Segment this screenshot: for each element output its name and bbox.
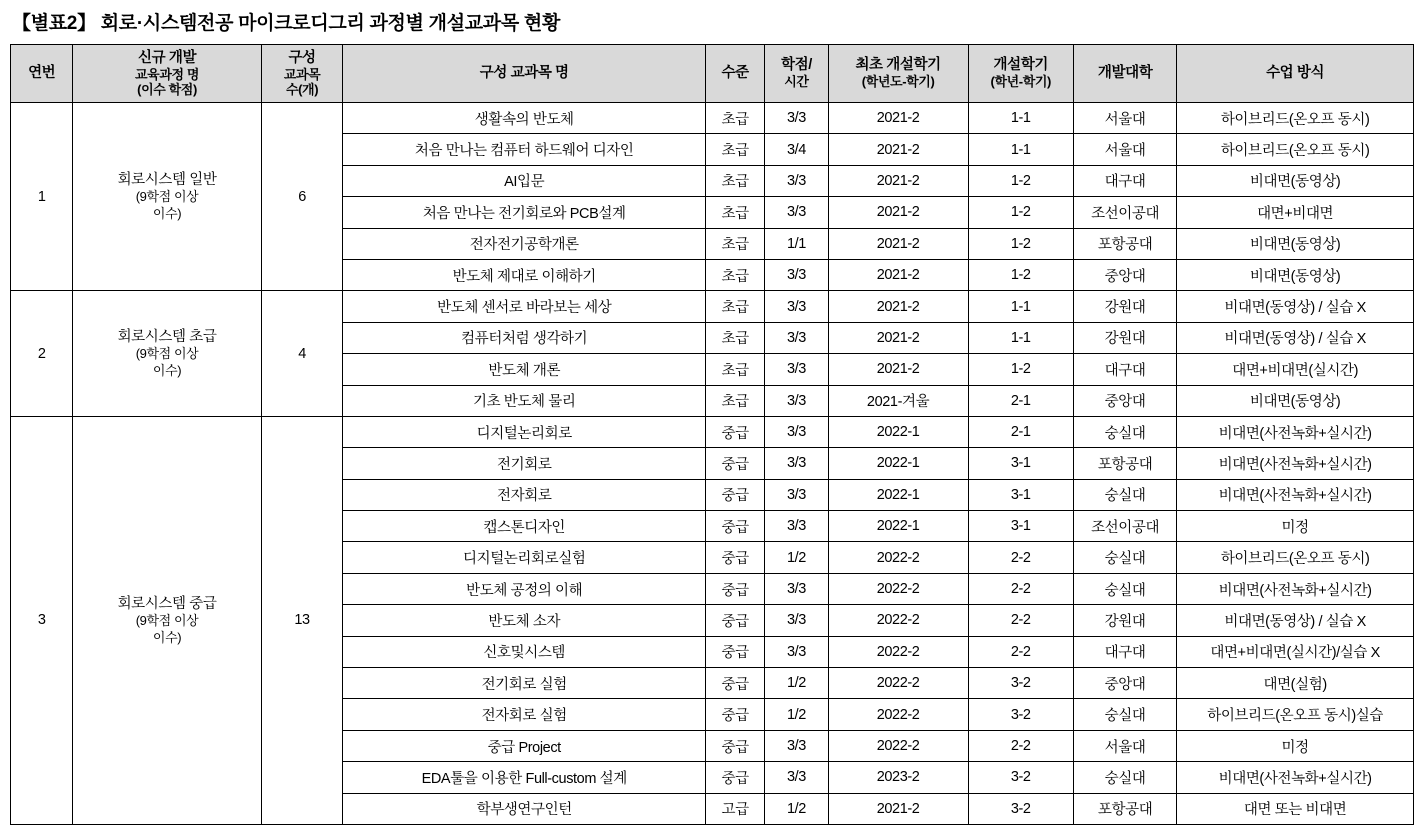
cell-first-semester: 2021-2 xyxy=(828,259,968,290)
cell-program xyxy=(73,416,261,824)
column-header-count-line2: 교과목 xyxy=(283,66,321,82)
cell-mode: 하이브리드(온오프 동시)실습 xyxy=(1177,699,1414,730)
cell-first-semester: 2022-2 xyxy=(828,699,968,730)
table-header-row xyxy=(11,45,1414,103)
cell-first-semester: 2022-1 xyxy=(828,448,968,479)
cell-level: 초급 xyxy=(706,165,765,196)
cell-level: 중급 xyxy=(706,668,765,699)
cell-level: 초급 xyxy=(706,134,765,165)
column-header-program-line2: 교육과정 명 xyxy=(135,66,200,82)
cell-course-name: 전자회로 xyxy=(343,479,706,510)
cell-first-semester: 2021-2 xyxy=(828,322,968,353)
program-credit-line1: (9학점 이상 xyxy=(135,613,199,629)
cell-university: 대구대 xyxy=(1073,354,1176,385)
cell-mode: 비대면(동영상) / 실습 X xyxy=(1177,605,1414,636)
cell-semester: 1-1 xyxy=(968,134,1073,165)
cell-mode: 대면+비대면(실시간)/실습 X xyxy=(1177,636,1414,667)
cell-university: 숭실대 xyxy=(1073,762,1176,793)
program-credit-line2: 이수) xyxy=(152,629,182,645)
cell-credit: 3/3 xyxy=(765,730,828,761)
cell-level: 초급 xyxy=(706,228,765,259)
cell-level: 초급 xyxy=(706,259,765,290)
cell-university: 숭실대 xyxy=(1073,416,1176,447)
cell-level: 초급 xyxy=(706,354,765,385)
cell-university: 숭실대 xyxy=(1073,542,1176,573)
cell-course-name: 처음 만나는 컴퓨터 하드웨어 디자인 xyxy=(343,134,706,165)
cell-semester: 2-1 xyxy=(968,416,1073,447)
column-header-first-line2: (학년도-학기) xyxy=(861,74,935,90)
cell-semester: 3-2 xyxy=(968,699,1073,730)
cell-credit: 3/3 xyxy=(765,197,828,228)
cell-first-semester: 2023-2 xyxy=(828,762,968,793)
cell-course-name: AI입문 xyxy=(343,165,706,196)
cell-credit: 3/3 xyxy=(765,448,828,479)
cell-course-name: 디지털논리회로 xyxy=(343,416,706,447)
cell-semester: 3-2 xyxy=(968,762,1073,793)
cell-credit: 3/3 xyxy=(765,354,828,385)
cell-semester: 2-2 xyxy=(968,730,1073,761)
cell-mode: 비대면(동영상) / 실습 X xyxy=(1177,322,1414,353)
column-header-program-line1: 신규 개발 xyxy=(138,49,197,66)
cell-university: 강원대 xyxy=(1073,322,1176,353)
cell-credit: 3/3 xyxy=(765,605,828,636)
cell-mode: 비대면(사전녹화+실시간) xyxy=(1177,416,1414,447)
cell-university: 강원대 xyxy=(1073,605,1176,636)
cell-first-semester: 2021-2 xyxy=(828,228,968,259)
cell-university: 조선이공대 xyxy=(1073,197,1176,228)
cell-semester: 2-2 xyxy=(968,636,1073,667)
program-credit-line1: (9학점 이상 xyxy=(135,346,199,362)
cell-semester: 2-2 xyxy=(968,542,1073,573)
program-name: 회로시스템 초급 xyxy=(117,329,217,346)
cell-level: 중급 xyxy=(706,573,765,604)
column-header-course-name: 구성 교과목 명 xyxy=(343,45,706,103)
column-header-mode: 수업 방식 xyxy=(1177,45,1414,103)
cell-semester: 1-2 xyxy=(968,228,1073,259)
cell-credit: 3/3 xyxy=(765,291,828,322)
cell-credit: 3/3 xyxy=(765,385,828,416)
cell-credit: 3/3 xyxy=(765,511,828,542)
cell-mode: 비대면(동영상) xyxy=(1177,165,1414,196)
cell-course-name: 학부생연구인턴 xyxy=(343,793,706,824)
cell-semester: 3-2 xyxy=(968,793,1073,824)
cell-course-name: 전기회로 실험 xyxy=(343,668,706,699)
column-header-credit-line1: 학점/ xyxy=(781,57,812,74)
column-header-count-line3: 수(개) xyxy=(285,82,319,98)
cell-credit: 3/3 xyxy=(765,416,828,447)
column-header-level: 수준 xyxy=(706,45,765,103)
cell-mode: 비대면(동영상) xyxy=(1177,228,1414,259)
cell-semester: 3-1 xyxy=(968,448,1073,479)
cell-first-semester: 2022-2 xyxy=(828,636,968,667)
cell-university: 중앙대 xyxy=(1073,668,1176,699)
cell-university: 숭실대 xyxy=(1073,573,1176,604)
cell-first-semester: 2022-2 xyxy=(828,668,968,699)
cell-university: 포항공대 xyxy=(1073,228,1176,259)
column-header-credit-line2: 시간 xyxy=(784,74,809,90)
cell-course-name: EDA툴을 이용한 Full-custom 설계 xyxy=(343,762,706,793)
cell-first-semester: 2021-2 xyxy=(828,793,968,824)
cell-semester: 1-1 xyxy=(968,103,1073,134)
table-header xyxy=(11,45,1414,103)
cell-first-semester: 2022-1 xyxy=(828,479,968,510)
cell-semester: 1-1 xyxy=(968,291,1073,322)
page-title: 【별표2】 회로·시스템전공 마이크로디그리 과정별 개설교과목 현황 xyxy=(12,13,560,34)
cell-level: 중급 xyxy=(706,730,765,761)
cell-course-name: 전자회로 실험 xyxy=(343,699,706,730)
cell-first-semester: 2021-2 xyxy=(828,134,968,165)
cell-level: 중급 xyxy=(706,542,765,573)
cell-credit: 3/3 xyxy=(765,573,828,604)
cell-university: 포항공대 xyxy=(1073,793,1176,824)
column-header-first-line1: 최초 개설학기 xyxy=(855,57,941,74)
cell-credit: 1/2 xyxy=(765,668,828,699)
cell-mode: 대면+비대면 xyxy=(1177,197,1414,228)
cell-credit: 1/2 xyxy=(765,793,828,824)
cell-seq: 1 xyxy=(11,103,73,291)
cell-mode: 비대면(동영상) / 실습 X xyxy=(1177,291,1414,322)
cell-first-semester: 2022-1 xyxy=(828,511,968,542)
cell-level: 초급 xyxy=(706,322,765,353)
cell-first-semester: 2021-2 xyxy=(828,197,968,228)
cell-university: 중앙대 xyxy=(1073,385,1176,416)
cell-level: 초급 xyxy=(706,385,765,416)
cell-semester: 3-2 xyxy=(968,668,1073,699)
cell-mode: 비대면(동영상) xyxy=(1177,385,1414,416)
cell-university: 서울대 xyxy=(1073,730,1176,761)
cell-course-name: 신호및시스템 xyxy=(343,636,706,667)
cell-mode: 비대면(사전녹화+실시간) xyxy=(1177,573,1414,604)
cell-university: 포항공대 xyxy=(1073,448,1176,479)
cell-level: 중급 xyxy=(706,605,765,636)
course-table xyxy=(10,44,1414,825)
table-row xyxy=(11,416,1414,447)
cell-semester: 1-2 xyxy=(968,197,1073,228)
cell-mode: 대면(실험) xyxy=(1177,668,1414,699)
cell-mode: 비대면(사전녹화+실시간) xyxy=(1177,479,1414,510)
table-row xyxy=(11,291,1414,322)
cell-credit: 1/2 xyxy=(765,542,828,573)
cell-credit: 1/2 xyxy=(765,699,828,730)
cell-first-semester: 2021-겨울 xyxy=(828,385,968,416)
cell-level: 중급 xyxy=(706,636,765,667)
cell-course-count: 6 xyxy=(261,103,343,291)
cell-course-name: 처음 만나는 전기회로와 PCB설계 xyxy=(343,197,706,228)
cell-mode: 미정 xyxy=(1177,511,1414,542)
cell-program xyxy=(73,291,261,417)
cell-first-semester: 2022-2 xyxy=(828,542,968,573)
cell-credit: 3/4 xyxy=(765,134,828,165)
cell-course-name: 디지털논리회로실험 xyxy=(343,542,706,573)
table-body xyxy=(11,103,1414,825)
cell-level: 고급 xyxy=(706,793,765,824)
cell-first-semester: 2021-2 xyxy=(828,354,968,385)
cell-course-name: 중급 Project xyxy=(343,730,706,761)
cell-mode: 비대면(사전녹화+실시간) xyxy=(1177,762,1414,793)
cell-credit: 1/1 xyxy=(765,228,828,259)
column-header-program xyxy=(73,45,261,103)
cell-credit: 3/3 xyxy=(765,259,828,290)
cell-credit: 3/3 xyxy=(765,322,828,353)
program-credit-line2: 이수) xyxy=(152,205,182,221)
cell-seq: 3 xyxy=(11,416,73,824)
cell-level: 중급 xyxy=(706,511,765,542)
cell-course-name: 생활속의 반도체 xyxy=(343,103,706,134)
cell-first-semester: 2022-2 xyxy=(828,605,968,636)
column-header-sem-line1: 개설학기 xyxy=(993,57,1048,74)
cell-program xyxy=(73,103,261,291)
cell-semester: 1-1 xyxy=(968,322,1073,353)
cell-semester: 1-2 xyxy=(968,165,1073,196)
cell-mode: 하이브리드(온오프 동시) xyxy=(1177,103,1414,134)
cell-course-name: 반도체 개론 xyxy=(343,354,706,385)
cell-credit: 3/3 xyxy=(765,636,828,667)
program-name: 회로시스템 중급 xyxy=(117,596,217,613)
cell-first-semester: 2022-1 xyxy=(828,416,968,447)
cell-course-name: 전자전기공학개론 xyxy=(343,228,706,259)
cell-level: 중급 xyxy=(706,699,765,730)
cell-course-count: 13 xyxy=(261,416,343,824)
cell-mode: 하이브리드(온오프 동시) xyxy=(1177,134,1414,165)
cell-course-name: 기초 반도체 물리 xyxy=(343,385,706,416)
cell-university: 서울대 xyxy=(1073,134,1176,165)
column-header-semester xyxy=(968,45,1073,103)
cell-university: 서울대 xyxy=(1073,103,1176,134)
cell-mode: 비대면(사전녹화+실시간) xyxy=(1177,448,1414,479)
cell-level: 중급 xyxy=(706,448,765,479)
cell-course-name: 반도체 센서로 바라보는 세상 xyxy=(343,291,706,322)
cell-credit: 3/3 xyxy=(765,479,828,510)
cell-mode: 미정 xyxy=(1177,730,1414,761)
cell-mode: 하이브리드(온오프 동시) xyxy=(1177,542,1414,573)
table-row xyxy=(11,103,1414,134)
column-header-count-line1: 구성 xyxy=(288,49,316,66)
cell-course-name: 컴퓨터처럼 생각하기 xyxy=(343,322,706,353)
cell-semester: 3-1 xyxy=(968,479,1073,510)
column-header-seq: 연번 xyxy=(11,45,73,103)
cell-first-semester: 2022-2 xyxy=(828,730,968,761)
cell-first-semester: 2021-2 xyxy=(828,165,968,196)
cell-university: 중앙대 xyxy=(1073,259,1176,290)
cell-course-name: 반도체 제대로 이해하기 xyxy=(343,259,706,290)
cell-first-semester: 2021-2 xyxy=(828,291,968,322)
cell-mode: 비대면(동영상) xyxy=(1177,259,1414,290)
cell-course-name: 반도체 소자 xyxy=(343,605,706,636)
column-header-sem-line2: (학년-학기) xyxy=(990,74,1051,90)
cell-level: 초급 xyxy=(706,291,765,322)
cell-level: 중급 xyxy=(706,762,765,793)
column-header-course-count xyxy=(261,45,343,103)
column-header-program-line3: (이수 학점) xyxy=(137,82,197,98)
cell-seq: 2 xyxy=(11,291,73,417)
cell-credit: 3/3 xyxy=(765,762,828,793)
cell-first-semester: 2021-2 xyxy=(828,103,968,134)
cell-mode: 대면 또는 비대면 xyxy=(1177,793,1414,824)
cell-course-name: 캡스톤디자인 xyxy=(343,511,706,542)
cell-university: 강원대 xyxy=(1073,291,1176,322)
cell-level: 중급 xyxy=(706,416,765,447)
cell-course-name: 전기회로 xyxy=(343,448,706,479)
column-header-university: 개발대학 xyxy=(1073,45,1176,103)
cell-semester: 1-2 xyxy=(968,354,1073,385)
cell-university: 숭실대 xyxy=(1073,479,1176,510)
cell-course-name: 반도체 공정의 이해 xyxy=(343,573,706,604)
cell-course-count: 4 xyxy=(261,291,343,417)
cell-semester: 2-2 xyxy=(968,573,1073,604)
cell-university: 조선이공대 xyxy=(1073,511,1176,542)
cell-semester: 3-1 xyxy=(968,511,1073,542)
cell-credit: 3/3 xyxy=(765,165,828,196)
cell-level: 중급 xyxy=(706,479,765,510)
cell-credit: 3/3 xyxy=(765,103,828,134)
column-header-first-semester xyxy=(828,45,968,103)
cell-first-semester: 2022-2 xyxy=(828,573,968,604)
cell-mode: 대면+비대면(실시간) xyxy=(1177,354,1414,385)
column-header-credit xyxy=(765,45,828,103)
program-name: 회로시스템 일반 xyxy=(117,172,217,189)
cell-semester: 2-1 xyxy=(968,385,1073,416)
cell-semester: 1-2 xyxy=(968,259,1073,290)
program-credit-line1: (9학점 이상 xyxy=(135,189,199,205)
cell-university: 대구대 xyxy=(1073,165,1176,196)
cell-level: 초급 xyxy=(706,103,765,134)
cell-semester: 2-2 xyxy=(968,605,1073,636)
cell-university: 숭실대 xyxy=(1073,699,1176,730)
cell-level: 초급 xyxy=(706,197,765,228)
program-credit-line2: 이수) xyxy=(152,362,182,378)
cell-university: 대구대 xyxy=(1073,636,1176,667)
